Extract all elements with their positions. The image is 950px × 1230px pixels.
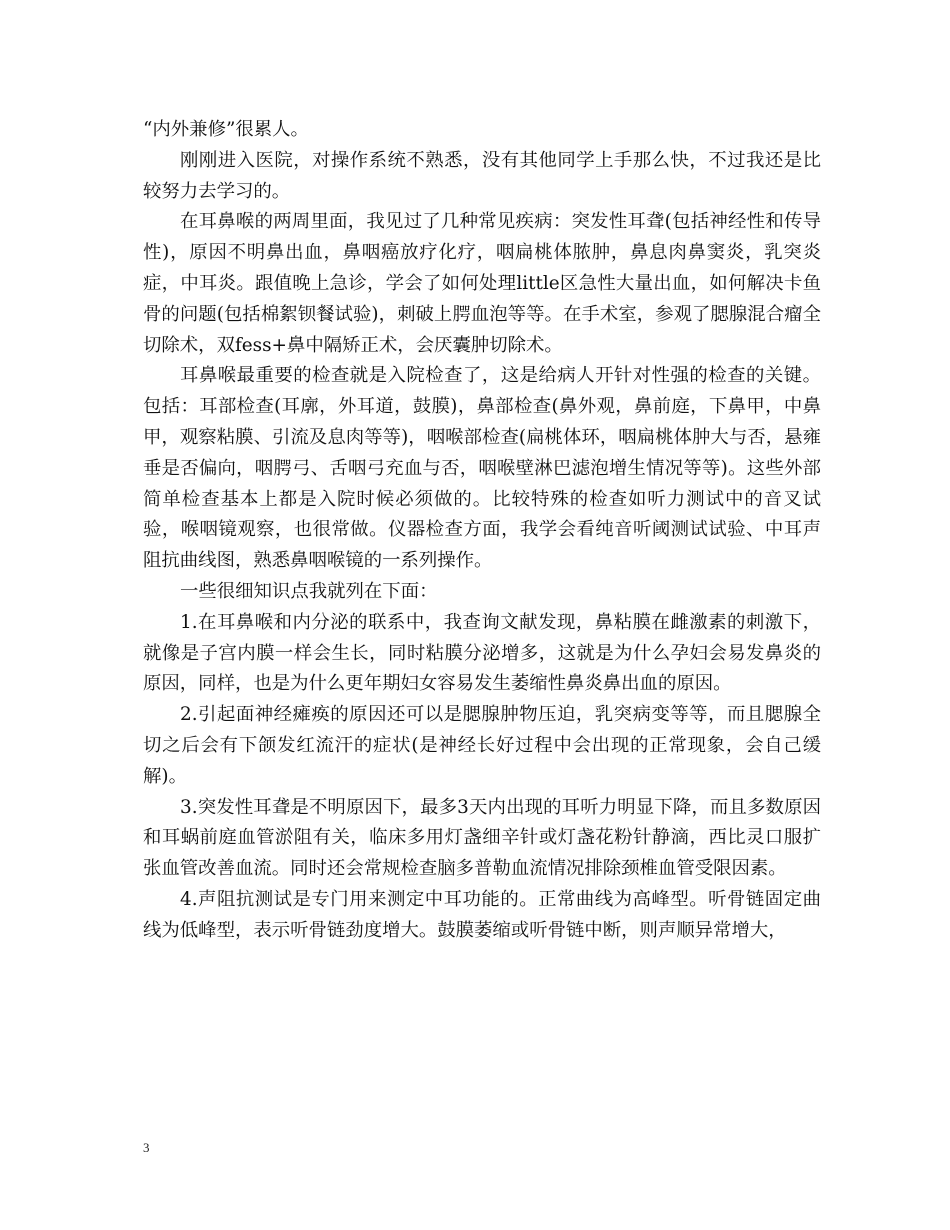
page-number: 3 bbox=[143, 1140, 150, 1155]
paragraph-hospital-start: 刚刚进入医院，对操作系统不熟悉，没有其他同学上手那么快，不过我还是比较努力去学习的。 bbox=[143, 149, 821, 202]
paragraph-knowledge-intro: 一些很细知识点我就列在下面： bbox=[180, 580, 438, 602]
paragraph-point-4: 4.声阻抗测试是专门用来测定中耳功能的。正常曲线为高峰型。听骨链固定曲线为低峰型，表示听骨链劲度增大。鼓膜萎缩或听骨链中断，则声顺异常增大， bbox=[143, 888, 821, 941]
paragraph-continuation: “内外兼修”很累人。 bbox=[143, 119, 309, 140]
paragraph-admission-exam: 耳鼻喉最重要的检查就是入院检查了，这是给病人开针对性强的检查的关键。包括：耳部检查(耳廓，外耳道，鼓膜)，鼻部检查(鼻外观，鼻前庭，下鼻甲，中鼻甲，观察粘膜、引流及息肉等等)，咽喉部检查(扁桃体环，咽扁桃体肿大与否，悬雍垂是否偏向，咽腭弓、舌咽弓充血与否，咽喉壁淋巴滤泡增生情况等等)。这些外部简单检查基本上都是入院时候必须做的。比较特殊的检查如听力测试中的音叉试验，喉咽镜观察，也很常做。仪器检查方面，我学会看纯音听阈测试试验、中耳声阻抗曲线图，熟悉鼻咽喉镜的一系列操作。 bbox=[143, 365, 821, 572]
paragraph-point-1: 1.在耳鼻喉和内分泌的联系中，我查询文献发现，鼻粘膜在雌激素的刺激下，就像是子宫内膜一样会生长，同时粘膜分泌增多，这就是为什么孕妇会易发鼻炎的原因，同样，也是为什么更年期妇女容易发生萎缩性鼻炎鼻出血的原因。 bbox=[143, 611, 821, 695]
paragraph-point-3: 3.突发性耳聋是不明原因下，最多3天内出现的耳听力明显下降，而且多数原因和耳蜗前庭血管淤阻有关，临床多用灯盏细辛针或灯盏花粉针静滴，西比灵口服扩张血管改善血流。同时还会常规检查脑多普勒血流情况排除颈椎血管受限因素。 bbox=[143, 796, 821, 880]
body-text bbox=[143, 115, 821, 947]
paragraph-point-2: 2.引起面神经瘫痪的原因还可以是腮腺肿物压迫，乳突病变等等，而且腮腺全切之后会有下颌发红流汗的症状(是神经长好过程中会出现的正常现象，会自己缓解)。 bbox=[143, 704, 821, 787]
paragraph-common-diseases: 在耳鼻喉的两周里面，我见过了几种常见疾病：突发性耳聋(包括神经性和传导性)，原因不明鼻出血，鼻咽癌放疗化疗，咽扁桃体脓肿，鼻息肉鼻窦炎，乳突炎症，中耳炎。跟值晚上急诊，学会了如何处理little区急性大量出血，如何解决卡鱼骨的问题(包括棉絮钡餐试验)，刺破上腭血泡等等。在手术室，参观了腮腺混合瘤全切除术，双fess+鼻中隔矫正术，会厌囊肿切除术。 bbox=[143, 211, 821, 356]
